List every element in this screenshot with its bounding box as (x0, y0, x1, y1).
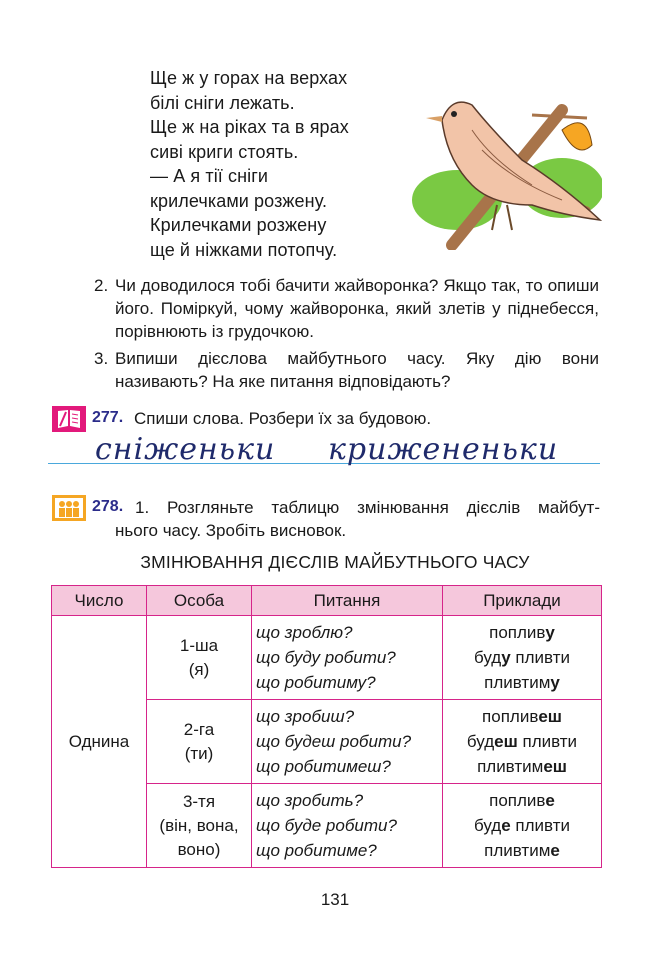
person-cell (147, 616, 252, 700)
example-stem: поплив (482, 707, 539, 726)
question-line: що робитиме? (256, 841, 377, 860)
person-line: воно) (177, 839, 221, 859)
question-cell (252, 784, 443, 868)
poem-line: Ще ж у горах на верхах (150, 68, 348, 88)
question-line: що зробить? (256, 791, 364, 810)
poem-line: Крилечками розжену (150, 215, 327, 235)
table-header-row (52, 586, 602, 616)
example-stem: пливтим (484, 841, 551, 860)
example-ending: е (550, 841, 560, 860)
example-rest: пливти (517, 732, 578, 751)
handwritten-word: крижененьки (328, 432, 559, 467)
exercise-text: Спиши слова. Розбери їх за будовою. (134, 409, 432, 428)
group-work-icon (52, 495, 86, 521)
question-cell (252, 700, 443, 784)
poem-line: крилечками розжену. (150, 190, 328, 211)
example-line (443, 620, 601, 645)
exercise-text-line2: нього часу. Зробіть висновок. (115, 521, 347, 540)
task-number: 3. (94, 349, 109, 368)
example-line (443, 754, 601, 779)
example-cell (443, 784, 602, 868)
example-ending: еш (538, 707, 562, 726)
question-line: що робитиму? (256, 673, 376, 692)
task-3 (94, 347, 599, 393)
person-line: 3-тя (182, 791, 216, 811)
question-line: що робитимеш? (256, 757, 391, 776)
poem (150, 66, 349, 262)
poem-line: білі сніги лежать. (150, 92, 295, 113)
example-rest: пливти (510, 816, 570, 835)
header-number: Число (52, 586, 147, 616)
question-line: що буде робити? (256, 816, 397, 835)
exercise-number: 277. (92, 409, 124, 426)
example-rest: пливти (510, 648, 570, 667)
skylark-illustration (412, 90, 602, 250)
poem-line: сиві криги стоять. (150, 141, 299, 162)
person-line: (я) (188, 659, 210, 679)
example-line (443, 729, 601, 754)
example-ending: еш (494, 732, 518, 751)
poem-line: — А я тії сніги (150, 166, 269, 186)
example-ending: у (545, 623, 555, 642)
example-ending: еш (543, 757, 567, 776)
person-line: (ти) (184, 743, 214, 763)
person-cell (147, 784, 252, 868)
exercise-number: 278. (92, 498, 124, 515)
example-line (443, 670, 601, 695)
example-ending: е (501, 816, 511, 835)
example-stem: поплив (489, 791, 546, 810)
person-line: 1-ша (179, 635, 219, 655)
person-cell (147, 700, 252, 784)
page-number: 131 (320, 890, 350, 909)
header-person: Особа (147, 586, 252, 616)
number-cell: Однина (52, 616, 147, 868)
example-stem: буд (474, 648, 502, 667)
exercise-text-line1: 1. Розгляньте таблицю змінювання дієслів майбут- (135, 498, 600, 517)
example-ending: у (550, 673, 560, 692)
example-line (443, 813, 601, 838)
task-text: Випиши дієслова майбутнього часу. Яку дію вони називають? На яке питання відповідають? (115, 349, 599, 391)
example-stem: буд (466, 732, 495, 751)
task-2 (94, 274, 599, 343)
example-cell (443, 700, 602, 784)
example-stem: пливтим (484, 673, 551, 692)
example-line (443, 645, 601, 670)
poem-line: ще й ніжками потопчу. (150, 239, 338, 260)
example-stem: поплив (489, 623, 546, 642)
header-question: Питання (252, 586, 443, 616)
question-line: що будеш робити? (256, 732, 412, 751)
question-cell (252, 616, 443, 700)
example-cell (443, 616, 602, 700)
person-line: (він, вона, (159, 815, 239, 835)
poem-line: Ще ж на ріках та в ярах (150, 117, 349, 137)
book-write-icon (52, 406, 86, 432)
handwritten-word: сніженьки (95, 432, 276, 467)
conjugation-table (51, 585, 602, 868)
person-line: 2-га (183, 719, 215, 739)
header-examples: Приклади (443, 586, 602, 616)
question-line: що зроблю? (256, 623, 353, 642)
table-title: ЗМІНЮВАННЯ ДІЄСЛІВ МАЙБУТНЬОГО ЧАСУ (140, 552, 530, 572)
example-ending: е (545, 791, 555, 810)
example-line (443, 788, 601, 813)
example-line (443, 838, 601, 863)
question-line: що буду робити? (256, 648, 396, 667)
table-row (52, 616, 602, 700)
example-line (443, 704, 601, 729)
task-text: Чи доводилося тобі бачити жайворонка? Якщо так, то опиши його. Поміркуй, чому жайворонка, який злетів у піднебесся, порівнюють із грудочкою. (115, 276, 599, 341)
task-number: 2. (94, 276, 109, 295)
question-line: що зробиш? (256, 707, 355, 726)
example-ending: у (501, 648, 511, 667)
example-stem: буд (474, 816, 502, 835)
example-stem: пливтим (477, 757, 544, 776)
